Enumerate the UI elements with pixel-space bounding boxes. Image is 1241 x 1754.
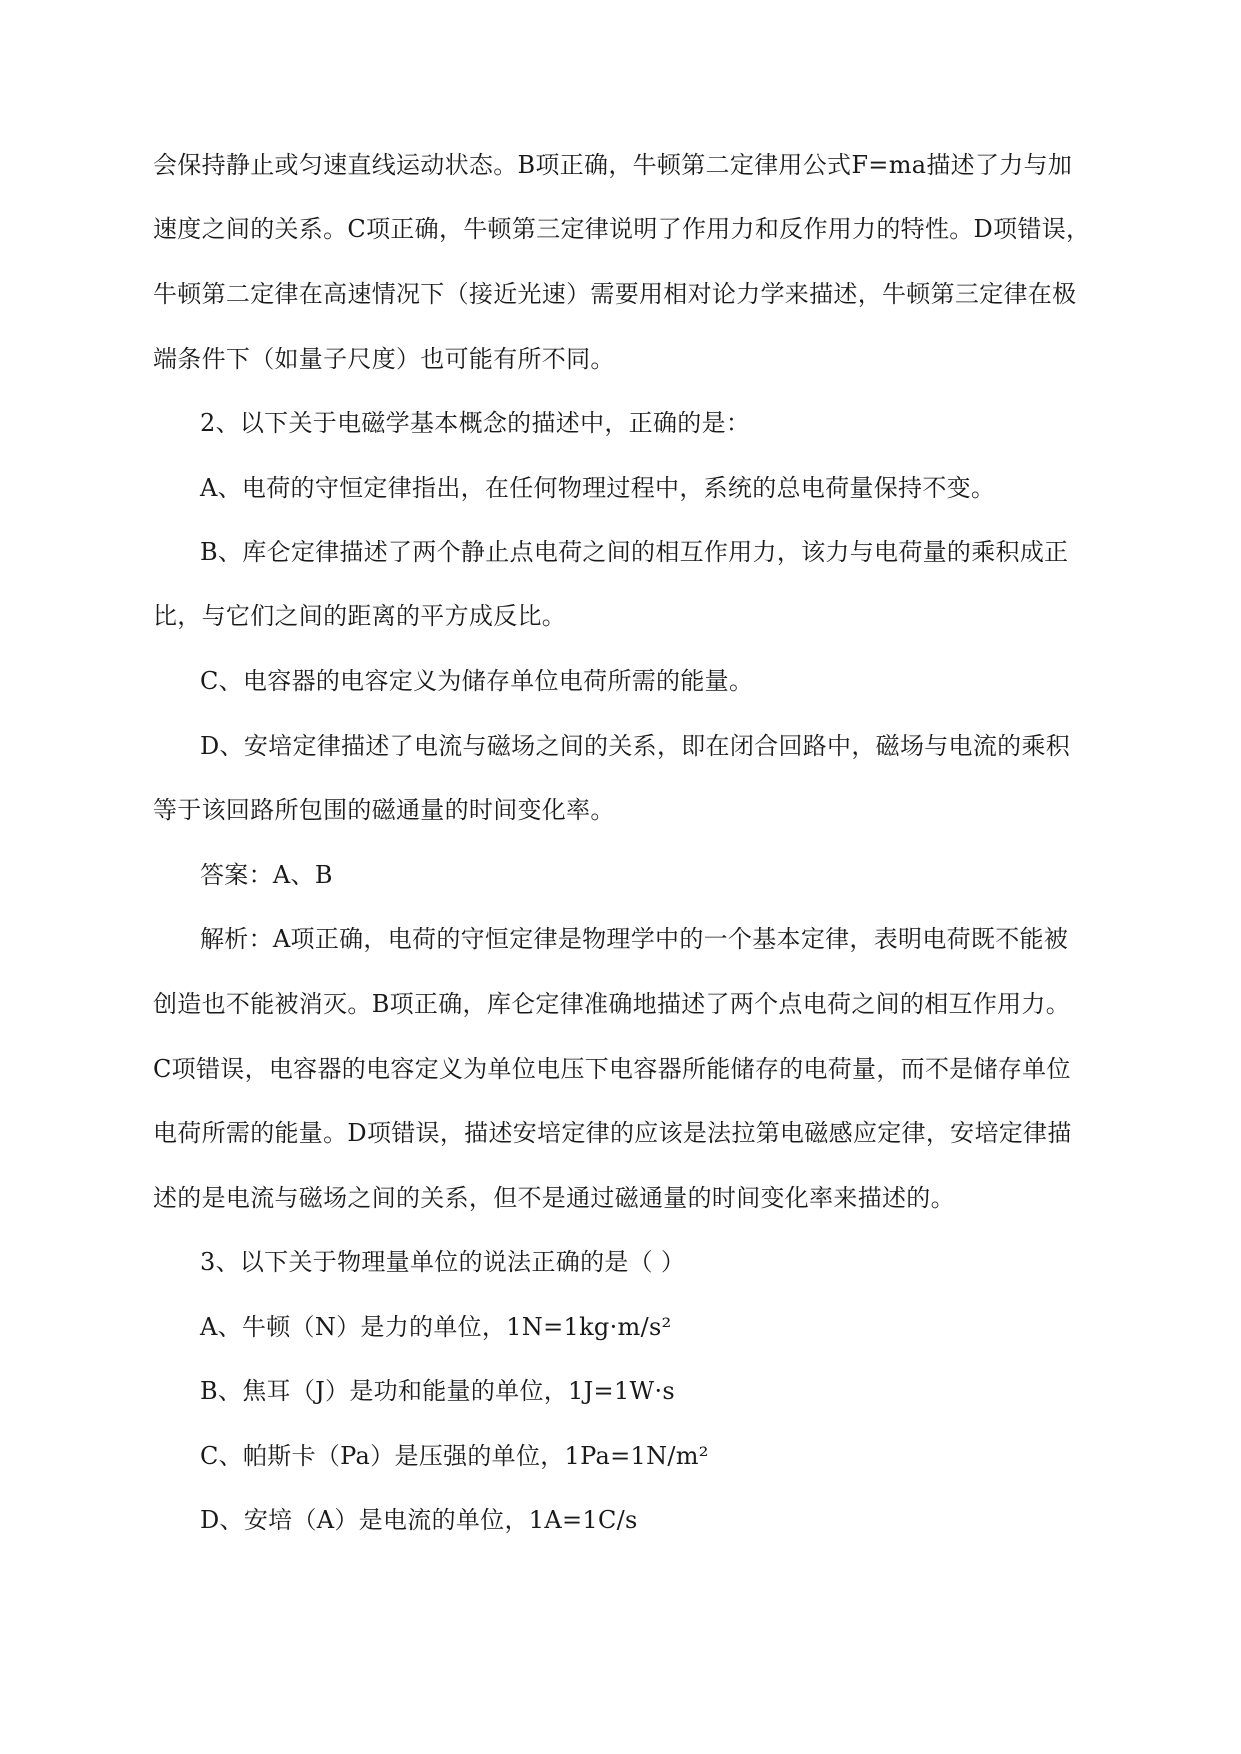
question-3-stem: 3、以下关于物理量单位的说法正确的是（ ） [200, 1248, 686, 1276]
question-2-option-b-cont: 比，与它们之间的距离的平方成反比。 [153, 602, 567, 630]
analysis-line: 解析：A项正确，电荷的守恒定律是物理学中的一个基本定律，表明电荷既不能被 [200, 925, 1069, 953]
answer-line: 答案：A、B [200, 861, 333, 889]
question-2-option-a: A、电荷的守恒定律指出，在任何物理过程中，系统的总电荷量保持不变。 [200, 474, 996, 502]
question-3-option-c: C、帕斯卡（Pa）是压强的单位，1Pa=1N/m² [200, 1442, 709, 1470]
paragraph-line: 速度之间的关系。C项正确，牛顿第三定律说明了作用力和反作用力的特性。D项错误， [153, 215, 1091, 243]
paragraph-line: 牛顿第二定律在高速情况下（接近光速）需要用相对论力学来描述，牛顿第三定律在极 [153, 280, 1077, 308]
analysis-line: 述的是电流与磁场之间的关系，但不是通过磁通量的时间变化率来描述的。 [153, 1184, 955, 1212]
question-2-option-d-cont: 等于该回路所包围的磁通量的时间变化率。 [153, 796, 615, 824]
question-3-option-d: D、安培（A）是电流的单位，1A=1C/s [200, 1506, 638, 1534]
question-2-option-d: D、安培定律描述了电流与磁场之间的关系，即在闭合回路中，磁场与电流的乘积 [200, 732, 1071, 760]
analysis-line: C项错误，电容器的电容定义为单位电压下电容器所能储存的电荷量，而不是储存单位 [153, 1055, 1071, 1083]
analysis-line: 创造也不能被消灭。B项正确，库仑定律准确地描述了两个点电荷之间的相互作用力。 [153, 990, 1071, 1018]
analysis-line: 电荷所需的能量。D项错误，描述安培定律的应该是法拉第电磁感应定律，安培定律描 [153, 1119, 1072, 1147]
question-2-option-b: B、库仑定律描述了两个静止点电荷之间的相互作用力，该力与电荷量的乘积成正 [200, 538, 1069, 566]
question-2-stem: 2、以下关于电磁学基本概念的描述中，正确的是： [200, 409, 751, 437]
question-3-option-b: B、焦耳（J）是功和能量的单位，1J=1W·s [200, 1377, 676, 1405]
paragraph-line: 端条件下（如量子尺度）也可能有所不同。 [153, 345, 615, 373]
paragraph-line: 会保持静止或匀速直线运动状态。B项正确，牛顿第二定律用公式F=ma描述了力与加 [153, 151, 1073, 179]
question-3-option-a: A、牛顿（N）是力的单位，1N=1kg·m/s² [200, 1313, 672, 1341]
question-2-option-c: C、电容器的电容定义为储存单位电荷所需的能量。 [200, 667, 754, 695]
